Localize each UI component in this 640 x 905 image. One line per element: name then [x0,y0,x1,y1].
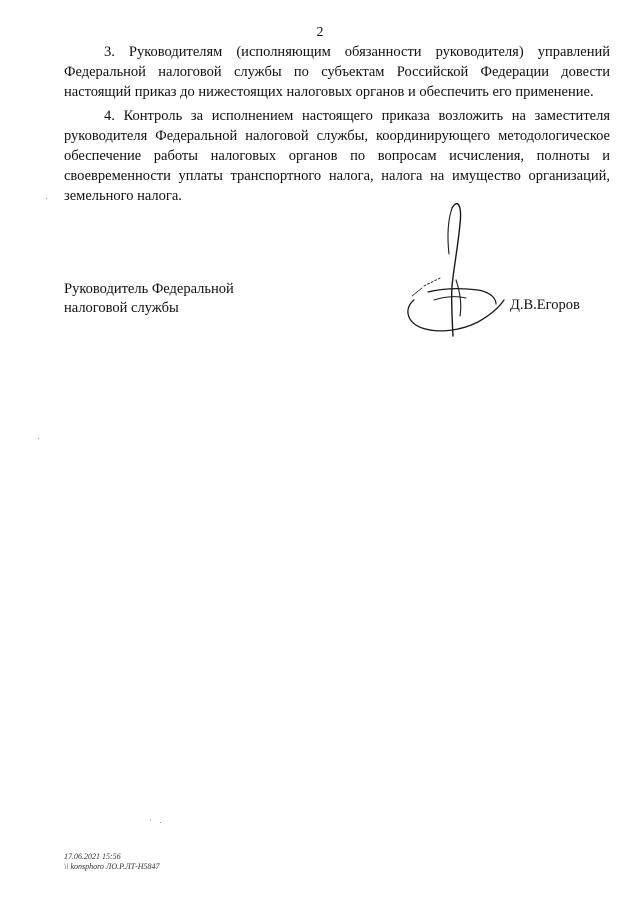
footer-reference: \\ konsphoro ЛО.Р.ЛТ-Н5847 [64,862,160,871]
signer-title [64,280,234,318]
signature-block [64,280,610,350]
document-body [64,42,610,210]
scan-speck [46,198,47,199]
scan-speck [38,438,39,439]
footer-timestamp: 17.06.2021 15:56 [64,852,121,861]
signer-name: Д.В.Егоров [510,297,580,313]
scan-speck [150,820,151,821]
paragraph-4: 4. Контроль за исполнением настоящего приказа возложить на заместителя руководителя Федеральной налоговой службы, координирующего методологическое обеспечение работы налоговых органов по вопросам исчисления, полноты и своевременности уплаты транспортного налога, налога на имущество организаций, земельного налога. [64,108,610,204]
signer-title-line-2: налоговой службы [64,300,179,316]
handwritten-signature [400,196,520,346]
signer-title-line-1: Руководитель Федеральной [64,281,234,297]
scan-speck [160,822,161,823]
paragraph-3: 3. Руководителям (исполняющим обязанности руководителя) управлений Федеральной налоговой службы по субъектам Российской Федерации довести настоящий приказ до нижестоящих налоговых органов и обеспечить его применение. [64,44,610,100]
page-number: 2 [316,25,324,40]
footer-stamp [64,852,160,872]
